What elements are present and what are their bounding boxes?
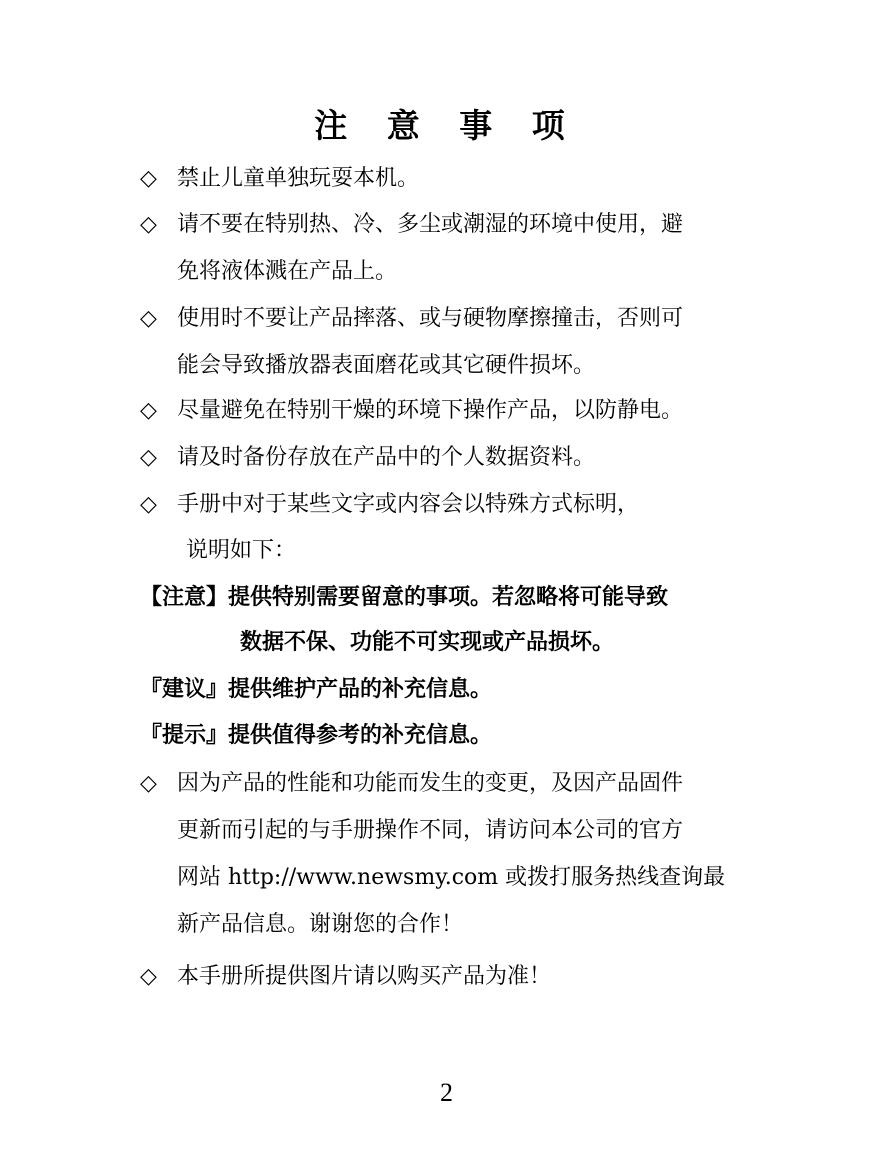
diamond-bullet-icon: ◇ xyxy=(140,166,157,191)
list-item-text: 本手册所提供图片请以购买产品为准！ xyxy=(177,964,552,989)
attention-note-line: 数据不保、功能不可实现或产品损坏。 xyxy=(240,630,615,655)
diamond-bullet-icon: ◇ xyxy=(140,445,157,470)
diamond-bullet-icon: ◇ xyxy=(140,492,157,517)
list-item-text: 因为产品的性能和功能而发生的变更，及因产品固件 xyxy=(177,771,684,796)
diamond-bullet-icon: ◇ xyxy=(140,212,157,237)
list-item-text: 免将液体溅在产品上。 xyxy=(177,259,398,284)
list-item xyxy=(140,760,760,948)
list-item-text: 新产品信息。谢谢您的合作！ xyxy=(177,912,464,937)
suggestion-note: 『建议』提供维护产品的补充信息。 xyxy=(140,677,493,702)
list-item xyxy=(140,201,760,295)
list-item-text: 更新而引起的与手册操作不同，请访问本公司的官方 xyxy=(177,818,684,843)
list-item xyxy=(140,434,760,481)
diamond-bullet-icon: ◇ xyxy=(140,771,157,796)
attention-note xyxy=(140,575,765,665)
page-title: 注 意 事 项 xyxy=(314,106,579,145)
list-item xyxy=(140,387,760,434)
list-item xyxy=(140,953,760,1000)
list-item-text: 尽量避免在特别干燥的环境下操作产品，以防静电。 xyxy=(177,398,684,423)
list-item xyxy=(140,481,760,528)
list-item-text: 能会导致播放器表面磨花或其它硬件损坏。 xyxy=(177,353,596,378)
tip-note: 『提示』提供值得参考的补充信息。 xyxy=(140,723,493,748)
list-item-text: 网站 http://www.newsmy.com 或拨打服务热线查询最 xyxy=(177,865,726,890)
page-number: 2 xyxy=(440,1078,453,1107)
list-item-text: 请不要在特别热、冷、多尘或潮湿的环境中使用，避 xyxy=(177,212,684,237)
list-item-text: 禁止儿童单独玩耍本机。 xyxy=(177,166,420,191)
list-item xyxy=(140,295,760,389)
list-item xyxy=(140,155,760,202)
list-item-text: 使用时不要让产品摔落、或与硬物摩擦撞击，否则可 xyxy=(177,306,684,331)
diamond-bullet-icon: ◇ xyxy=(140,964,157,989)
list-item-text: 手册中对于某些文字或内容会以特殊方式标明， xyxy=(177,492,640,517)
diamond-bullet-icon: ◇ xyxy=(140,398,157,423)
explain-text: 说明如下： xyxy=(186,538,297,563)
diamond-bullet-icon: ◇ xyxy=(140,306,157,331)
list-item-text: 请及时备份存放在产品中的个人数据资料。 xyxy=(177,445,596,470)
attention-note-line: 【注意】提供特别需要留意的事项。若忽略将可能导致 xyxy=(140,585,669,610)
